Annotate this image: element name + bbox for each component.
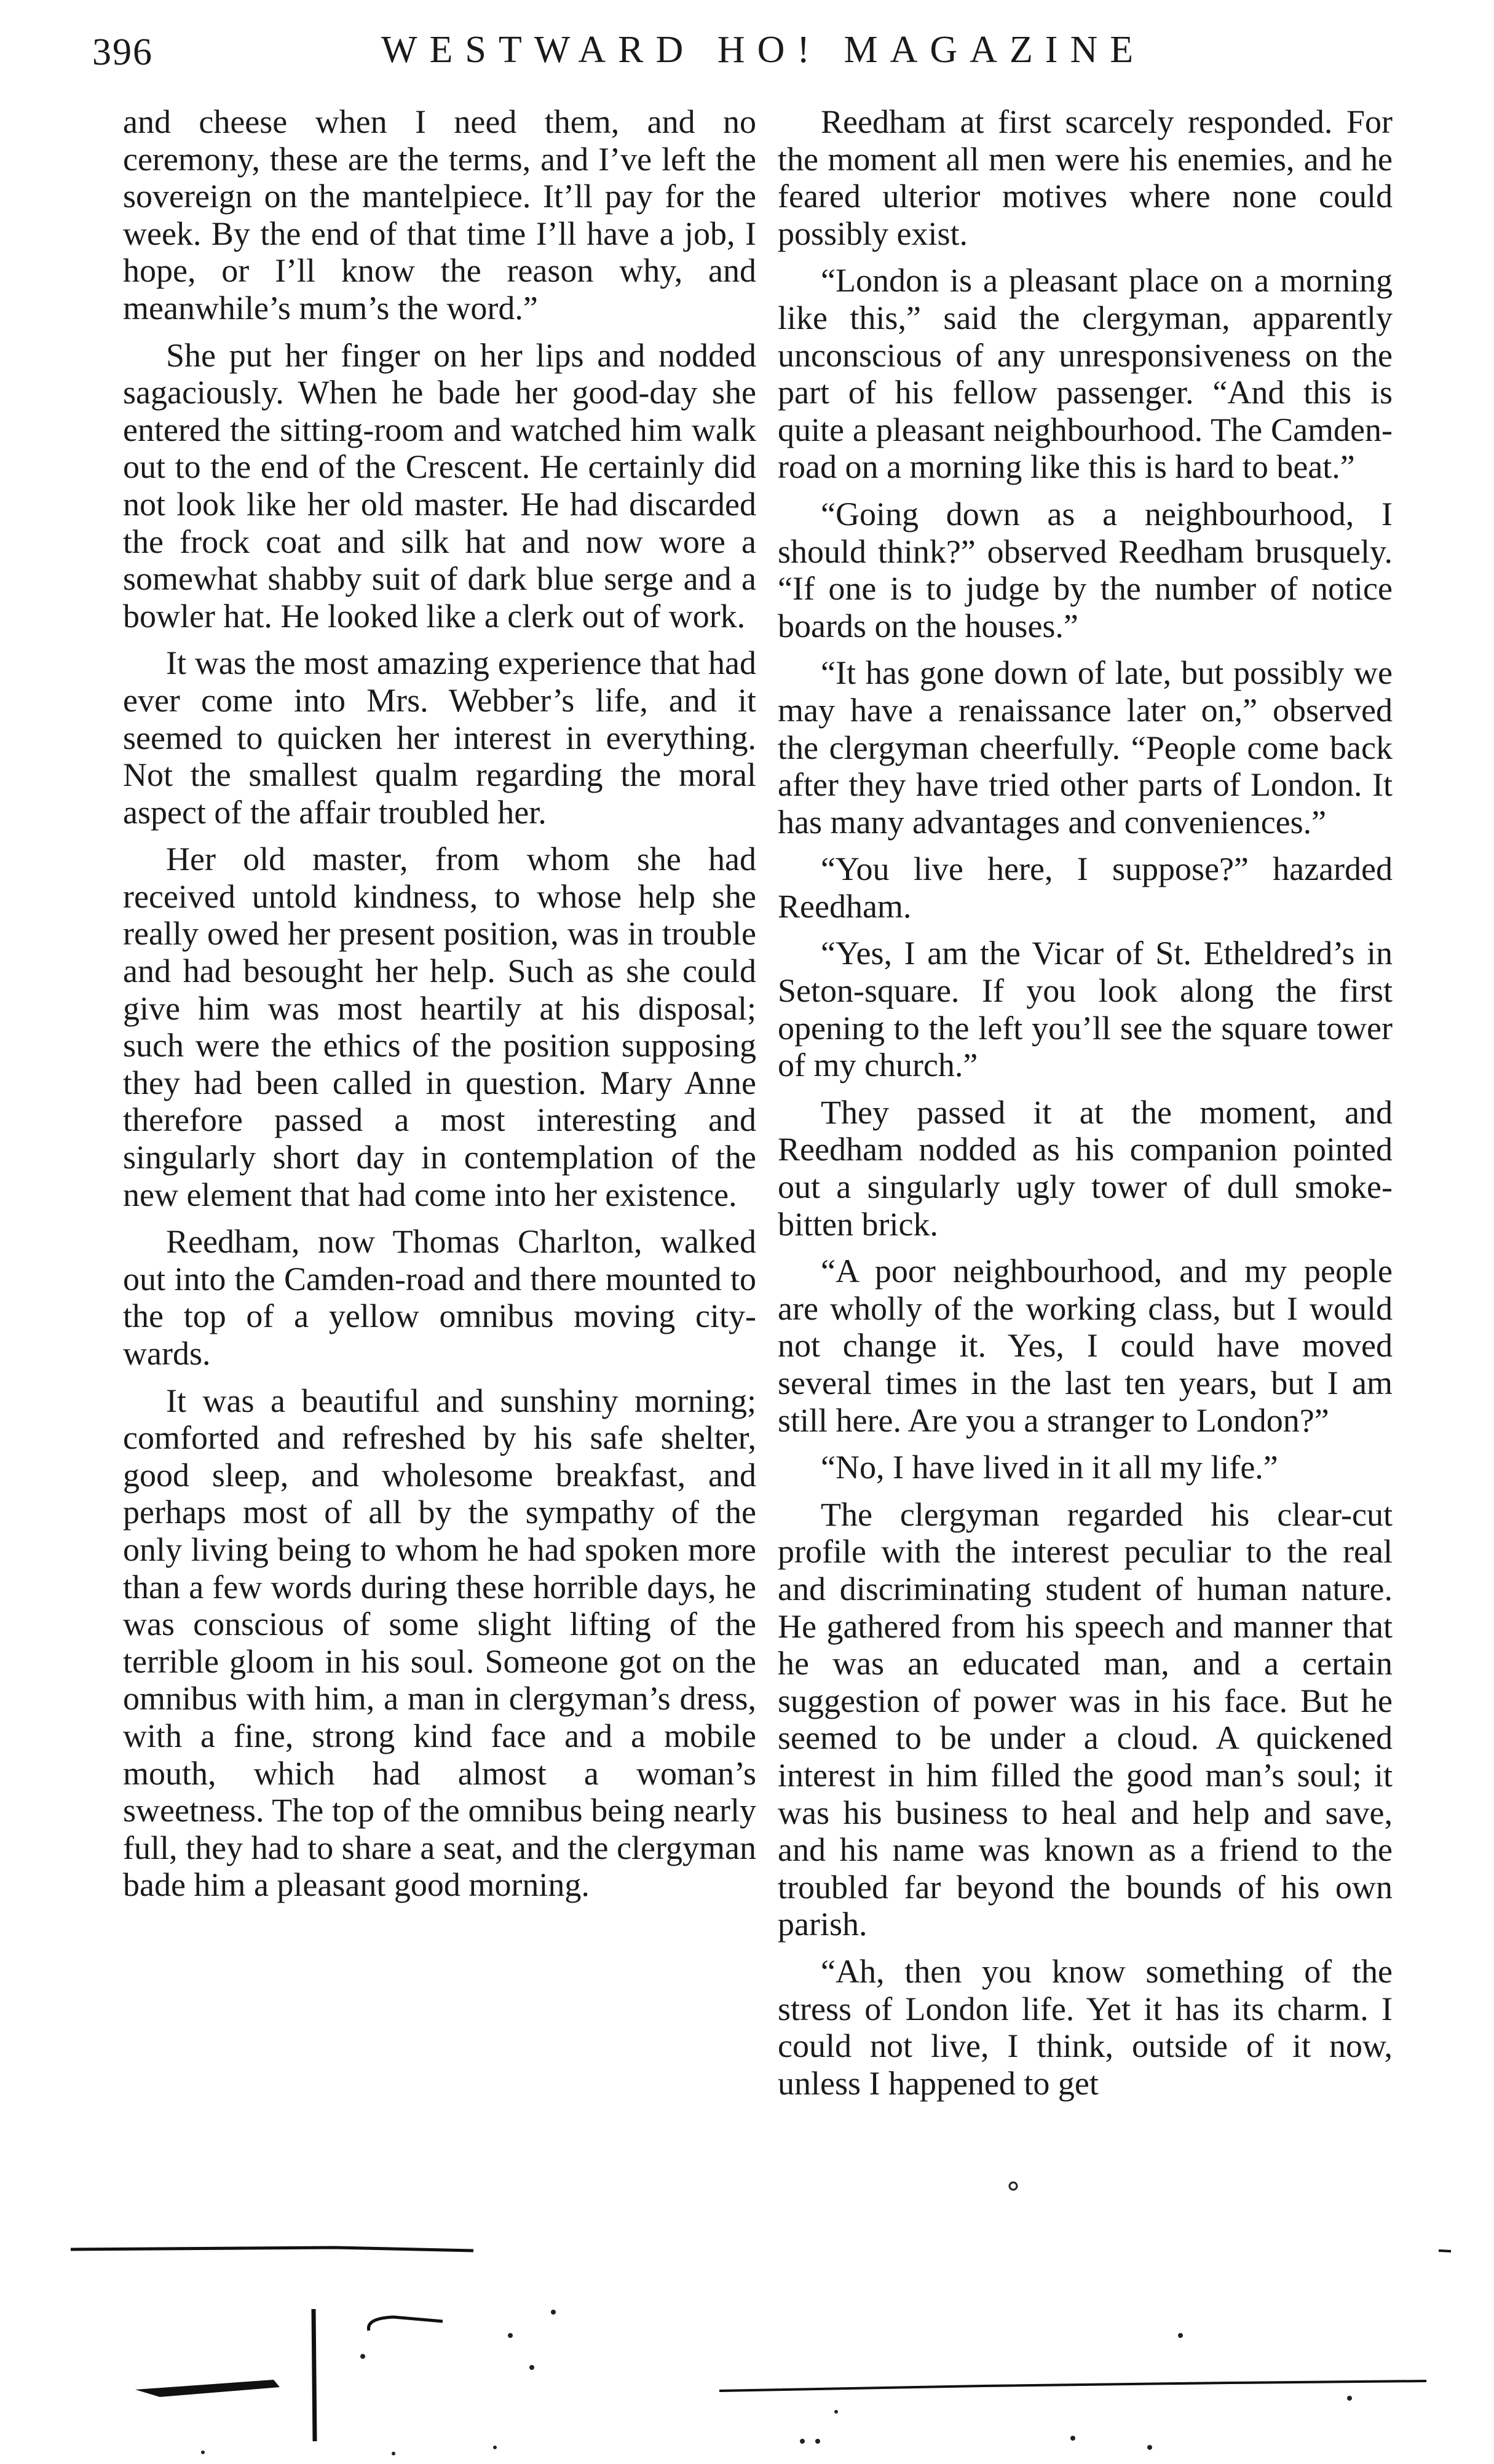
paragraph: The clergyman regarded his clear-cut profile with the interest peculiar to the real and discriminating student of human nature. He gathered from his speech and manner that he was an educated man, and a certain suggestion of power was in his face. But he seemed to be under a cloud. A quickened interest in him filled the good man’s soul; it was his business to heal and help and save, and his name was known as a friend to the troubled far beyond the bounds of his own parish.	[778, 1495, 1393, 1943]
page-header	[0, 23, 1494, 79]
scan-marks	[0, 2165, 1494, 2464]
paragraph: Reedham, now Thomas Charlton, walked out into the Camden-road and there mounted to the top of a yellow omnibus moving city-wards.	[123, 1223, 756, 1372]
paragraph: She put her finger on her lips and nodded sagaciously. When he bade her good-day she entered the sitting-room and watched him walk out to the end of the Crescent. He certainly did not look like her old master. He had discarded the frock coat and silk hat and now wore a somewhat shabby suit of dark blue serge and a bowler hat. He looked like a clerk out of work.	[123, 336, 756, 635]
paragraph: Reedham at first scarcely responded. For the moment all men were his enemies, and he feared ulterior motives where none could possibly exist.	[778, 103, 1393, 252]
paragraph: “No, I have lived in it all my life.”	[821, 1449, 1278, 1486]
paragraph: “It has gone down of late, but possibly we may have a renaissance later on,” observed the clergyman cheerfully. “People come back after they have tried other parts of London. It has many advantages and conveniences.”	[778, 654, 1393, 841]
paragraph: and cheese when I need them, and no ceremony, these are the terms, and I’ve left the sovereign on the mantelpiece. It’ll pay for the week. By the end of that time I’ll have a job, I hope, or I’ll know the reason why, and meanwhile’s mum’s the word.”	[123, 103, 756, 327]
left-column	[123, 103, 756, 1904]
paragraph: It was a beautiful and sunshiny morning; comforted and refreshed by his safe shelter, good sleep, and wholesome breakfast, and perhaps most of all by the sympathy of the only living being to whom he had spoken more than a few words during these horrible days, he was conscious of some slight lifting of the terrible gloom in his soul. Someone got on the omnibus with him, a man in clergyman’s dress, with a fine, strong kind face and a mobile mouth, which had almost a woman’s sweetness. The top of the omnibus being nearly full, they had to share a seat, and the clergyman bade him a pleasant good morning.	[123, 1382, 756, 1904]
paragraph: “A poor neighbourhood, and my people are wholly of the working class, but I would not change it. Yes, I could have moved several times in the last ten years, but I am still here. Are you a stranger to London?”	[778, 1253, 1393, 1439]
paragraph: Her old master, from whom she had received untold kindness, to whose help she really owed her present position, was in trouble and had besought her help. Such as she could give him was most heartily at his disposal; such were the ethics of the position supposing they had been called in question. Mary Anne therefore passed a most interesting and singularly short day in contemplation of the new element that had come into her existence.	[123, 841, 756, 1213]
running-title: WESTWARD HO! MAGAZINE	[381, 29, 1146, 71]
paragraph: “You live here, I suppose?” hazarded Reedham.	[778, 850, 1393, 925]
paragraph: “Yes, I am the Vicar of St. Etheldred’s in Seton-square. If you look along the first opening to the left you’ll see the square tower of my church.”	[778, 935, 1393, 1084]
paragraph: “Going down as a neighbourhood, I should think?” observed Reedham brusquely. “If one is to judge by the number of notice boards on the houses.”	[778, 495, 1393, 644]
page-number: 396	[92, 31, 153, 73]
paragraph: It was the most amazing experience that had ever come into Mrs. Webber’s life, and it seemed to quicken her interest in everything. Not the smallest qualm regarding the moral aspect of the affair troubled her.	[123, 644, 756, 831]
paragraph: They passed it at the moment, and Reedham nodded as his companion pointed out a singularly ugly tower of dull smoke-bitten brick.	[778, 1093, 1393, 1243]
paragraph: “Ah, then you know something of the stress of London life. Yet it has its charm. I could not live, I think, outside of it now, unless I happened to get	[778, 1952, 1393, 2102]
right-column	[778, 103, 1393, 2102]
paragraph: “London is a pleasant place on a morning like this,” said the clergyman, apparently unconscious of any unresponsiveness on the part of his fellow passenger. “And this is quite a pleasant neighbourhood. The Camden-road on a morning like this is hard to beat.”	[778, 262, 1393, 486]
